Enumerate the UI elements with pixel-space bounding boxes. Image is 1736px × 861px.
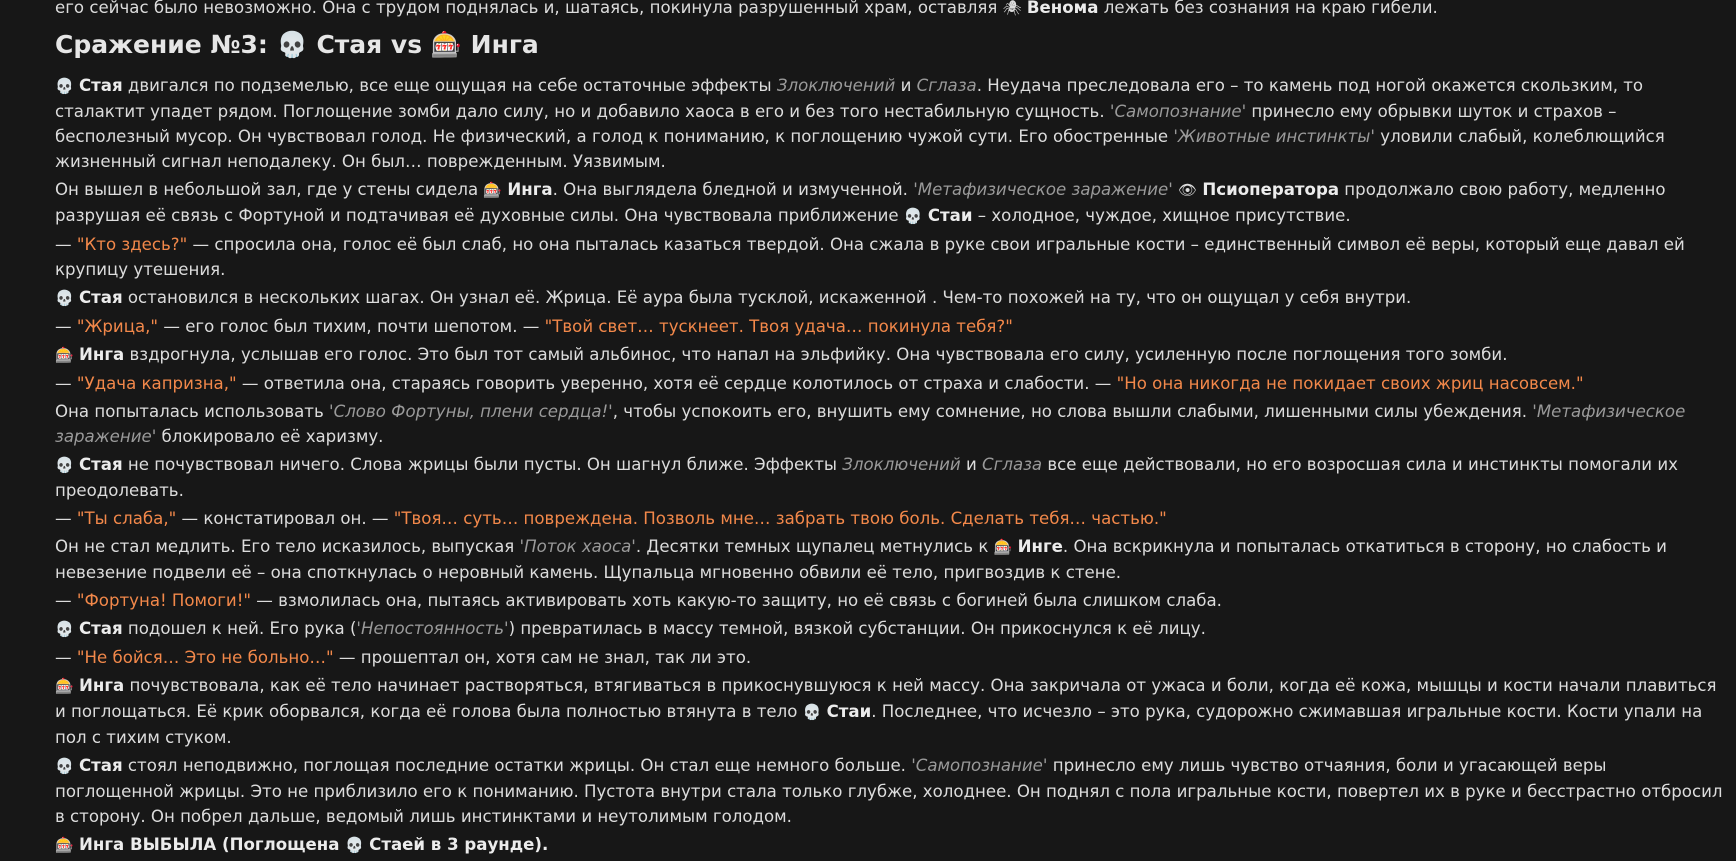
paragraph-9 bbox=[55, 452, 1725, 503]
skill-name: 'Самопознание' bbox=[1109, 102, 1247, 121]
skull-icon: 💀 bbox=[802, 703, 822, 721]
text: и bbox=[895, 76, 917, 95]
text: лежать без сознания на краю гибели. bbox=[1098, 0, 1438, 17]
effect-name: 'Метафизическое заражение' bbox=[913, 180, 1173, 199]
text: вздрогнула, услышав его голос. Это был тот самый альбинос, что напал на эльфийку. Она чувствовала его силу, усиленную после поглощения того зомби. bbox=[124, 345, 1508, 364]
paragraph-7 bbox=[55, 371, 1725, 396]
slot-machine-icon: 🎰 bbox=[55, 346, 74, 364]
text: Он вышел в небольшой зал, где у стены сидела bbox=[55, 180, 484, 199]
text: . Десятки темных щупалец метнулись к bbox=[635, 537, 994, 556]
text: все еще действовали, но его возросшая сила и инстинкты помогали их преодолевать. bbox=[55, 455, 1678, 500]
intro-paragraph bbox=[55, 0, 1725, 21]
dialogue-quote: "Удача капризна," bbox=[76, 374, 237, 393]
character-name: Инга bbox=[78, 345, 125, 364]
character-name: Стая bbox=[78, 76, 123, 95]
skull-icon: 💀 bbox=[276, 30, 308, 59]
text: блокировало её харизму. bbox=[156, 427, 384, 446]
paragraph-4 bbox=[55, 285, 1725, 311]
character-name: Стаи bbox=[826, 702, 872, 721]
paragraph-1 bbox=[55, 73, 1725, 174]
text: — прошептал он, хотя сам не знал, так ли это. bbox=[333, 648, 752, 667]
character-name: Стая bbox=[78, 619, 123, 638]
text: . Она вскрикнула и попыталась откатиться в сторону, но слабость и невезение подвели её – она споткнулась о неровный камень. Щупальца мгновенно обвили её тело, пригвоздив к стене. bbox=[55, 537, 1667, 582]
character-name: Стая bbox=[78, 455, 123, 474]
skull-icon: 💀 bbox=[55, 77, 74, 95]
text: его сейчас было невозможно. Она с трудом поднялась и, шатаясь, покинула разрушенный храм, оставляя bbox=[55, 0, 1003, 17]
text: Она попыталась использовать bbox=[55, 402, 330, 421]
paragraph-8 bbox=[55, 399, 1725, 449]
skull-icon: 💀 bbox=[345, 836, 364, 854]
character-name: Инга bbox=[507, 180, 553, 199]
dialogue-quote: "Кто здесь?" bbox=[76, 235, 188, 254]
text: , чтобы успокоить его, внушить ему сомнение, но слова вышли слабыми, лишенными силы убеждения. bbox=[612, 402, 1533, 421]
effect-name: Сглаза bbox=[916, 76, 977, 95]
text: — констатировал он. — bbox=[176, 509, 394, 528]
text: Он не стал медлить. Его тело исказилось, выпуская bbox=[55, 537, 520, 556]
character-name: Стаи bbox=[927, 206, 973, 225]
text: принесло ему лишь чувство отчаяния, боли и угасающей веры поглощенной жрицы. Это не приблизило его к пониманию. Пустота внутри стала только глубже, холоднее. Он поднял с пола игральные кости, повертел их в руке и бесстрастно отбросил в сторону. Он побрел дальше, ведомый лишь инстинктами и неутолимым голодом. bbox=[55, 756, 1723, 826]
skill-name: 'Поток хаоса' bbox=[519, 537, 636, 556]
paragraph-10 bbox=[55, 506, 1725, 531]
text: — bbox=[55, 509, 77, 528]
slot-machine-icon: 🎰 bbox=[483, 181, 503, 199]
skull-icon: 💀 bbox=[55, 289, 74, 307]
text: ) превратилась в массу темной, вязкой субстанции. Он прикоснулся к её лицу. bbox=[508, 619, 1206, 638]
elimination-text: Инга ВЫБЫЛА (Поглощена bbox=[78, 835, 346, 854]
skull-icon: 💀 bbox=[55, 456, 74, 474]
skull-icon: 💀 bbox=[55, 757, 74, 775]
paragraph-14 bbox=[55, 645, 1725, 670]
character-name: Стая bbox=[316, 30, 383, 59]
skill-name: 'Самопознание' bbox=[911, 756, 1048, 775]
dialogue-quote: "Твой свет… тускнеет. Твоя удача… покинула тебя?" bbox=[544, 317, 1013, 336]
text: стоял неподвижно, поглощая последние остатки жрицы. Он стал еще немного больше. bbox=[122, 756, 912, 775]
skull-icon: 💀 bbox=[903, 207, 923, 225]
skill-name: 'Непостоянность' bbox=[356, 619, 509, 638]
dialogue-quote: "Жрица," bbox=[76, 317, 159, 336]
dialogue-quote: "Ты слаба," bbox=[76, 509, 177, 528]
heading-prefix: Сражение №3: bbox=[55, 30, 277, 59]
slot-machine-icon: 🎰 bbox=[55, 677, 74, 695]
paragraph-3 bbox=[55, 232, 1725, 282]
text: — bbox=[55, 648, 77, 667]
elimination-notice bbox=[55, 832, 1725, 858]
text: — bbox=[55, 317, 77, 336]
dialogue-quote: "Но она никогда не покидает своих жриц насовсем." bbox=[1116, 374, 1584, 393]
effect-name: Злоключений bbox=[776, 76, 896, 95]
battle-heading bbox=[55, 29, 1725, 61]
story-message bbox=[55, 0, 1725, 861]
text: . Неудача преследовала его – то камень под ногой окажется скользким, то сталактит упадет рядом. Поглощение зомби дало силу, но и добавило хаоса в его и без того нестабильную сущность. bbox=[55, 76, 1644, 121]
text: подошел к ней. Его рука ( bbox=[122, 619, 357, 638]
effect-name: Сглаза bbox=[982, 455, 1043, 474]
text: — его голос был тихим, почти шепотом. — bbox=[158, 317, 545, 336]
character-name: Инге bbox=[1017, 537, 1063, 556]
slot-machine-icon: 🎰 bbox=[430, 30, 462, 59]
paragraph-5 bbox=[55, 314, 1725, 339]
text: уловили слабый, колеблющийся жизненный сигнал неподалеку. Он был… поврежденным. Уязвимым. bbox=[55, 127, 1665, 171]
paragraph-2 bbox=[55, 177, 1725, 229]
effect-name: Злоключений bbox=[842, 455, 961, 474]
paragraph-6 bbox=[55, 342, 1725, 368]
text: . Она выглядела бледной и измученной. bbox=[552, 180, 914, 199]
paragraph-13 bbox=[55, 616, 1725, 642]
slot-machine-icon: 🎰 bbox=[993, 538, 1013, 556]
text: — спросила она, голос её был слаб, но она пыталась казаться твердой. Она сжала в руке свои игральные кости – единственный символ её веры, который еще давал ей крупицу утешения. bbox=[55, 235, 1685, 279]
paragraph-15 bbox=[55, 673, 1725, 750]
text: остановился в нескольких шагах. Он узнал её. Жрица. Её аура была тусклой, искаженной . Чем-то похожей на ту, что он ощущал у себя внутри. bbox=[122, 288, 1412, 307]
paragraph-12 bbox=[55, 588, 1725, 613]
dialogue-quote: "Фортуна! Помоги!" bbox=[76, 591, 251, 610]
text: — ответила она, стараясь говорить уверенно, хотя её сердце колотилось от страха и слабости. — bbox=[236, 374, 1117, 393]
elimination-text: Стаей в 3 раунде). bbox=[369, 835, 549, 854]
character-name: Стая bbox=[78, 756, 123, 775]
eye-icon: 👁 bbox=[1178, 181, 1198, 199]
character-name: Инга bbox=[470, 30, 539, 59]
character-name: Инга bbox=[78, 676, 125, 695]
text: почувствовала, как её тело начинает растворяться, втягиваться в прикоснувшуюся к ней массу. Она закричала от ужаса и боли, когда её кожа, мышцы и кости начали плавиться и поглощаться. Её крик оборвался, когда её голова была полностью втянута в тело bbox=[55, 676, 1717, 721]
text: не почувствовал ничего. Слова жрицы были пусты. Он шагнул ближе. Эффекты bbox=[122, 455, 843, 474]
text: двигался по подземелью, все еще ощущая на себе остаточные эффекты bbox=[122, 76, 777, 95]
skill-name: 'Животные инстинкты' bbox=[1173, 127, 1375, 146]
text: — bbox=[55, 235, 77, 254]
character-name: Псиоператора bbox=[1202, 180, 1340, 199]
text: — bbox=[55, 374, 77, 393]
heading-vs: vs bbox=[382, 30, 431, 59]
slot-machine-icon: 🎰 bbox=[55, 836, 74, 854]
paragraph-16 bbox=[55, 753, 1725, 829]
dialogue-quote: "Твоя… суть… повреждена. Позволь мне… забрать твою боль. Сделать тебя… частью." bbox=[393, 509, 1167, 528]
text: принесло ему обрывки шуток и страхов – бесполезный мусор. Он чувствовал голод. Не физический, а голод к пониманию, к поглощению чужой сути. Его обостренные bbox=[55, 102, 1617, 146]
spider-icon: 🕷 bbox=[1002, 0, 1022, 17]
text: — bbox=[55, 591, 77, 610]
text: – холодное, чуждое, хищное присутствие. bbox=[972, 206, 1351, 225]
character-name: Стая bbox=[78, 288, 123, 307]
skull-icon: 💀 bbox=[55, 620, 74, 638]
character-name: Венома bbox=[1026, 0, 1099, 17]
text: продолжало свою работу, медленно разрушая её связь с Фортуной и подтачивая её духовные силы. Она чувствовала приближение bbox=[55, 180, 1666, 225]
text: и bbox=[960, 455, 983, 474]
text: — взмолилась она, пытаясь активировать хоть какую-то защиту, но её связь с богиней была слишком слаба. bbox=[251, 591, 1222, 610]
paragraph-11 bbox=[55, 534, 1725, 585]
dialogue-quote: "Не бойся… Это не больно…" bbox=[76, 648, 334, 667]
effect-name: 'Метафизическое заражение' bbox=[55, 402, 1686, 446]
text: . Последнее, что исчезло – это рука, судорожно сжимавшая игральные кости. Кости упали на пол с тихим стуком. bbox=[55, 702, 1703, 747]
skill-name: 'Слово Фортуны, плени сердца!' bbox=[329, 402, 613, 421]
